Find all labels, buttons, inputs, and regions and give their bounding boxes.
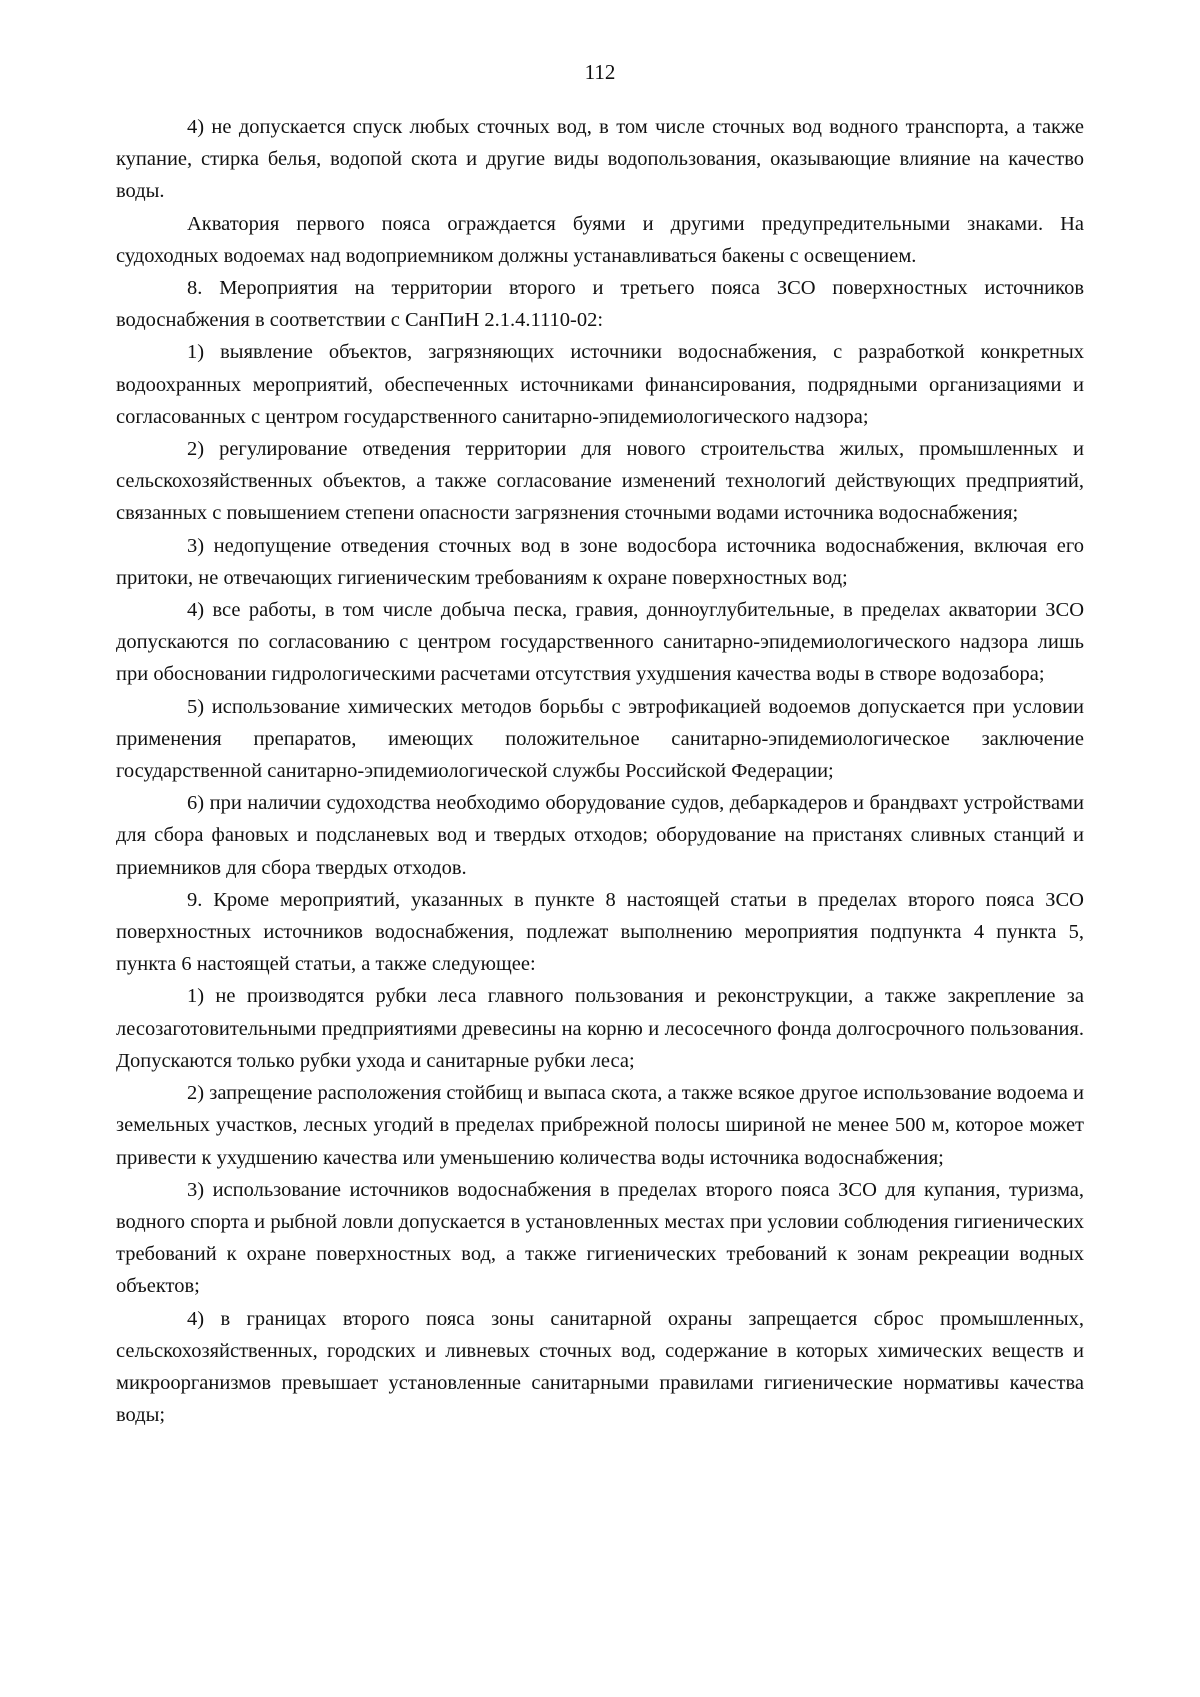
paragraph: 6) при наличии судоходства необходимо оборудование судов, дебаркадеров и брандвахт устройствами для сбора фановых и подсланевых вод и твердых отходов; оборудование на пристанях сливных станций и приемников для сбора твердых отходов. <box>116 792 1084 879</box>
paragraph: 4) в границах второго пояса зоны санитарной охраны запрещается сброс промышленных, сельскохозяйственных, городских и ливневых сточных вод, содержание в которых химических веществ и микроорганизмов превышает установленные санитарными правилами гигиенические нормативы качества воды; <box>116 1307 1084 1427</box>
document-body <box>116 111 1084 1431</box>
paragraph: 2) запрещение расположения стойбищ и выпаса скота, а также всякое другое использование водоема и земельных участков, лесных угодий в пределах прибрежной полосы шириной не менее 500 м, которое может привести к ухудшению качества или уменьшению количества воды источника водоснабжения; <box>116 1082 1084 1169</box>
paragraph: 8. Мероприятия на территории второго и третьего пояса ЗСО поверхностных источников водоснабжения в соответствии с СанПиН 2.1.4.1110-02: <box>116 277 1084 332</box>
paragraph: 4) не допускается спуск любых сточных вод, в том числе сточных вод водного транспорта, а также купание, стирка белья, водопой скота и другие виды водопользования, оказывающие влияние на качество воды. <box>116 116 1084 203</box>
paragraph: 2) регулирование отведения территории для нового строительства жилых, промышленных и сельскохозяйственных объектов, а также согласование изменений технологий действующих предприятий, связанных с повышением степени опасности загрязнения сточными водами источника водоснабжения; <box>116 438 1084 525</box>
paragraph: 3) недопущение отведения сточных вод в зоне водосбора источника водоснабжения, включая его притоки, не отвечающих гигиеническим требованиям к охране поверхностных вод; <box>116 534 1084 589</box>
paragraph: 3) использование источников водоснабжения в пределах второго пояса ЗСО для купания, туризма, водного спорта и рыбной ловли допускается в установленных местах при условии соблюдения гигиенических требований к охране поверхностных вод, а также гигиенических требований к зонам рекреации водных объектов; <box>116 1178 1084 1298</box>
paragraph: 5) использование химических методов борьбы с эвтрофикацией водоемов допускается при условии применения препаратов, имеющих положительное санитарно-эпидемиологическое заключение государственной санитарно-эпидемиологической службы Российской Федерации; <box>116 695 1084 783</box>
paragraph: 1) выявление объектов, загрязняющих источники водоснабжения, с разработкой конкретных водоохранных мероприятий, обеспеченных источниками финансирования, подрядными организациями и согласованных с центром государственного санитарно-эпидемиологического надзора; <box>116 341 1084 428</box>
paragraph: 1) не производятся рубки леса главного пользования и реконструкции, а также закрепление за лесозаготовительными предприятиями древесины на корню и лесосечного фонда долгосрочного пользования. Допускаются только рубки ухода и санитарные рубки леса; <box>116 985 1084 1072</box>
paragraph: Акватория первого пояса ограждается буями и другими предупредительными знаками. На судоходных водоемах над водоприемником должны устанавливаться бакены с освещением. <box>116 212 1084 267</box>
page-number: 112 <box>584 60 616 84</box>
paragraph: 4) все работы, в том числе добыча песка, гравия, донноуглубительные, в пределах акватории ЗСО допускаются по согласованию с центром государственного санитарно-эпидемиологического надзора лишь при обосновании гидрологическими расчетами отсутствия ухудшения качества воды в створе водозабора; <box>116 599 1084 686</box>
paragraph: 9. Кроме мероприятий, указанных в пункте 8 настоящей статьи в пределах второго пояса ЗСО поверхностных источников водоснабжения, подлежат выполнению мероприятия подпункта 4 пункта 5, пункта 6 настоящей статьи, а также следующее: <box>116 888 1084 976</box>
